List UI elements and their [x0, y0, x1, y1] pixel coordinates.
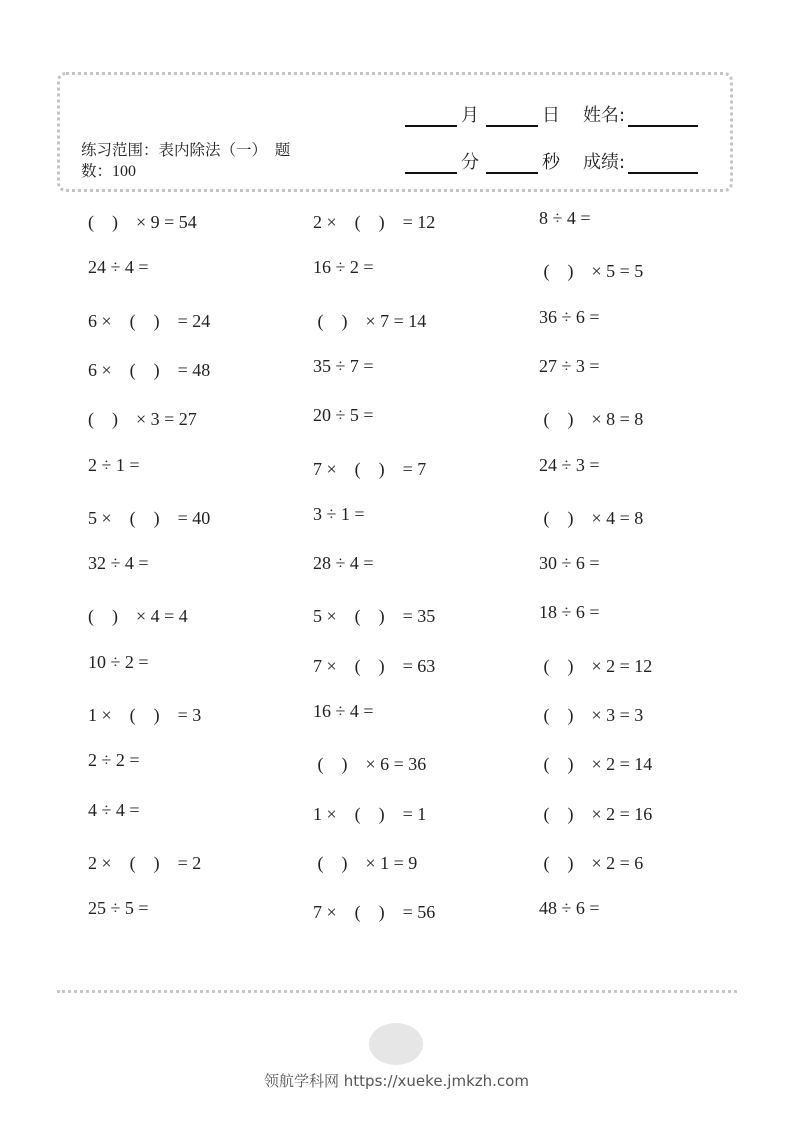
question-count-line: [81, 161, 321, 182]
problem-item: ( ) × 2 = 12: [539, 655, 653, 676]
problem-item: ( ) × 1 = 9: [313, 852, 418, 873]
date-name-row: [405, 101, 702, 127]
problem-item: ( ) × 6 = 36: [313, 754, 427, 775]
problem-row: [0, 356, 793, 386]
problem-item: 5 × ( ) = 40: [88, 507, 211, 528]
month-blank[interactable]: [405, 105, 457, 127]
problem-item: 6 × ( ) = 24: [88, 310, 211, 331]
problem-item: ( ) × 2 = 6: [539, 852, 644, 873]
day-label: 日: [542, 105, 560, 126]
problem-item: 7 × ( ) = 7: [313, 458, 427, 479]
problem-item: ( ) × 9 = 54: [88, 212, 197, 232]
problem-row: [0, 504, 793, 534]
problem-item: 20 ÷ 5 =: [313, 405, 374, 426]
problem-item: 2 ÷ 2 =: [88, 750, 140, 771]
score-label: 成绩:: [583, 152, 626, 173]
problem-item: 2 × ( ) = 2: [88, 852, 202, 873]
problem-item: 36 ÷ 6 =: [539, 306, 600, 327]
problem-item: 1 × ( ) = 1: [313, 803, 427, 824]
problem-row: [0, 307, 793, 337]
problem-item: ( ) × 2 = 16: [539, 803, 653, 824]
question-count: 100: [112, 163, 137, 180]
time-score-row: [405, 148, 702, 174]
problem-item: ( ) × 2 = 14: [539, 754, 653, 775]
second-blank[interactable]: [486, 152, 538, 174]
problem-item: 2 ÷ 1 =: [88, 454, 140, 475]
problem-item: ( ) × 3 = 3: [539, 705, 644, 725]
problem-item: 24 ÷ 4 =: [88, 257, 149, 278]
problem-row: [0, 455, 793, 485]
problem-row: [0, 750, 793, 780]
problem-item: 18 ÷ 6 =: [539, 602, 600, 623]
problem-row: [0, 898, 793, 928]
divider: [57, 990, 737, 993]
problem-item: 27 ÷ 3 =: [539, 355, 600, 376]
month-label: 月: [461, 105, 479, 126]
problem-item: 32 ÷ 4 =: [88, 553, 149, 574]
page-number-badge: [369, 1023, 423, 1065]
problem-item: 8 ÷ 4 =: [539, 208, 591, 228]
problem-item: 7 × ( ) = 56: [313, 902, 436, 923]
problem-item: ( ) × 8 = 8: [539, 409, 644, 430]
question-count-label: 数：: [81, 162, 113, 180]
problem-item: ( ) × 4 = 8: [539, 507, 644, 528]
problem-item: 16 ÷ 4 =: [313, 701, 374, 721]
problem-item: 25 ÷ 5 =: [88, 898, 149, 919]
minute-blank[interactable]: [405, 152, 457, 174]
problem-item: 5 × ( ) = 35: [313, 606, 436, 627]
problem-item: 30 ÷ 6 =: [539, 553, 600, 574]
problem-item: ( ) × 5 = 5: [539, 261, 644, 282]
problem-item: 16 ÷ 2 =: [313, 257, 374, 278]
practice-range: [81, 140, 321, 182]
problem-item: 3 ÷ 1 =: [313, 503, 365, 524]
problem-item: 4 ÷ 4 =: [88, 799, 140, 820]
minute-label: 分: [461, 152, 479, 173]
problem-item: 48 ÷ 6 =: [539, 898, 600, 919]
problem-item: ( ) × 7 = 14: [313, 310, 427, 331]
problem-row: [0, 652, 793, 682]
problem-item: 1 × ( ) = 3: [88, 705, 202, 725]
problem-row: [0, 405, 793, 435]
worksheet-header: [57, 72, 733, 192]
name-blank[interactable]: [628, 105, 698, 127]
problem-row: [0, 602, 793, 632]
problem-row: [0, 701, 793, 731]
problem-item: ( ) × 4 = 4: [88, 606, 188, 627]
footer-watermark: 领航学科网 https://xueke.jmkzh.com: [264, 1072, 529, 1090]
problem-item: 10 ÷ 2 =: [88, 651, 149, 672]
problem-item: 2 × ( ) = 12: [313, 212, 436, 232]
second-label: 秒: [542, 152, 560, 173]
problem-item: ( ) × 3 = 27: [88, 409, 197, 430]
problem-row: [0, 849, 793, 879]
problem-item: 24 ÷ 3 =: [539, 454, 600, 475]
problem-row: [0, 208, 793, 238]
problem-item: 28 ÷ 4 =: [313, 553, 374, 574]
problem-item: 6 × ( ) = 48: [88, 359, 211, 380]
score-blank[interactable]: [628, 152, 698, 174]
problem-row: [0, 257, 793, 287]
problem-item: 7 × ( ) = 63: [313, 655, 436, 676]
practice-range-line1: 练习范围：表内除法（一） 题: [81, 141, 291, 159]
day-blank[interactable]: [486, 105, 538, 127]
problem-row: [0, 800, 793, 830]
problem-row: [0, 553, 793, 583]
name-label: 姓名:: [583, 105, 626, 126]
problem-item: 35 ÷ 7 =: [313, 355, 374, 376]
